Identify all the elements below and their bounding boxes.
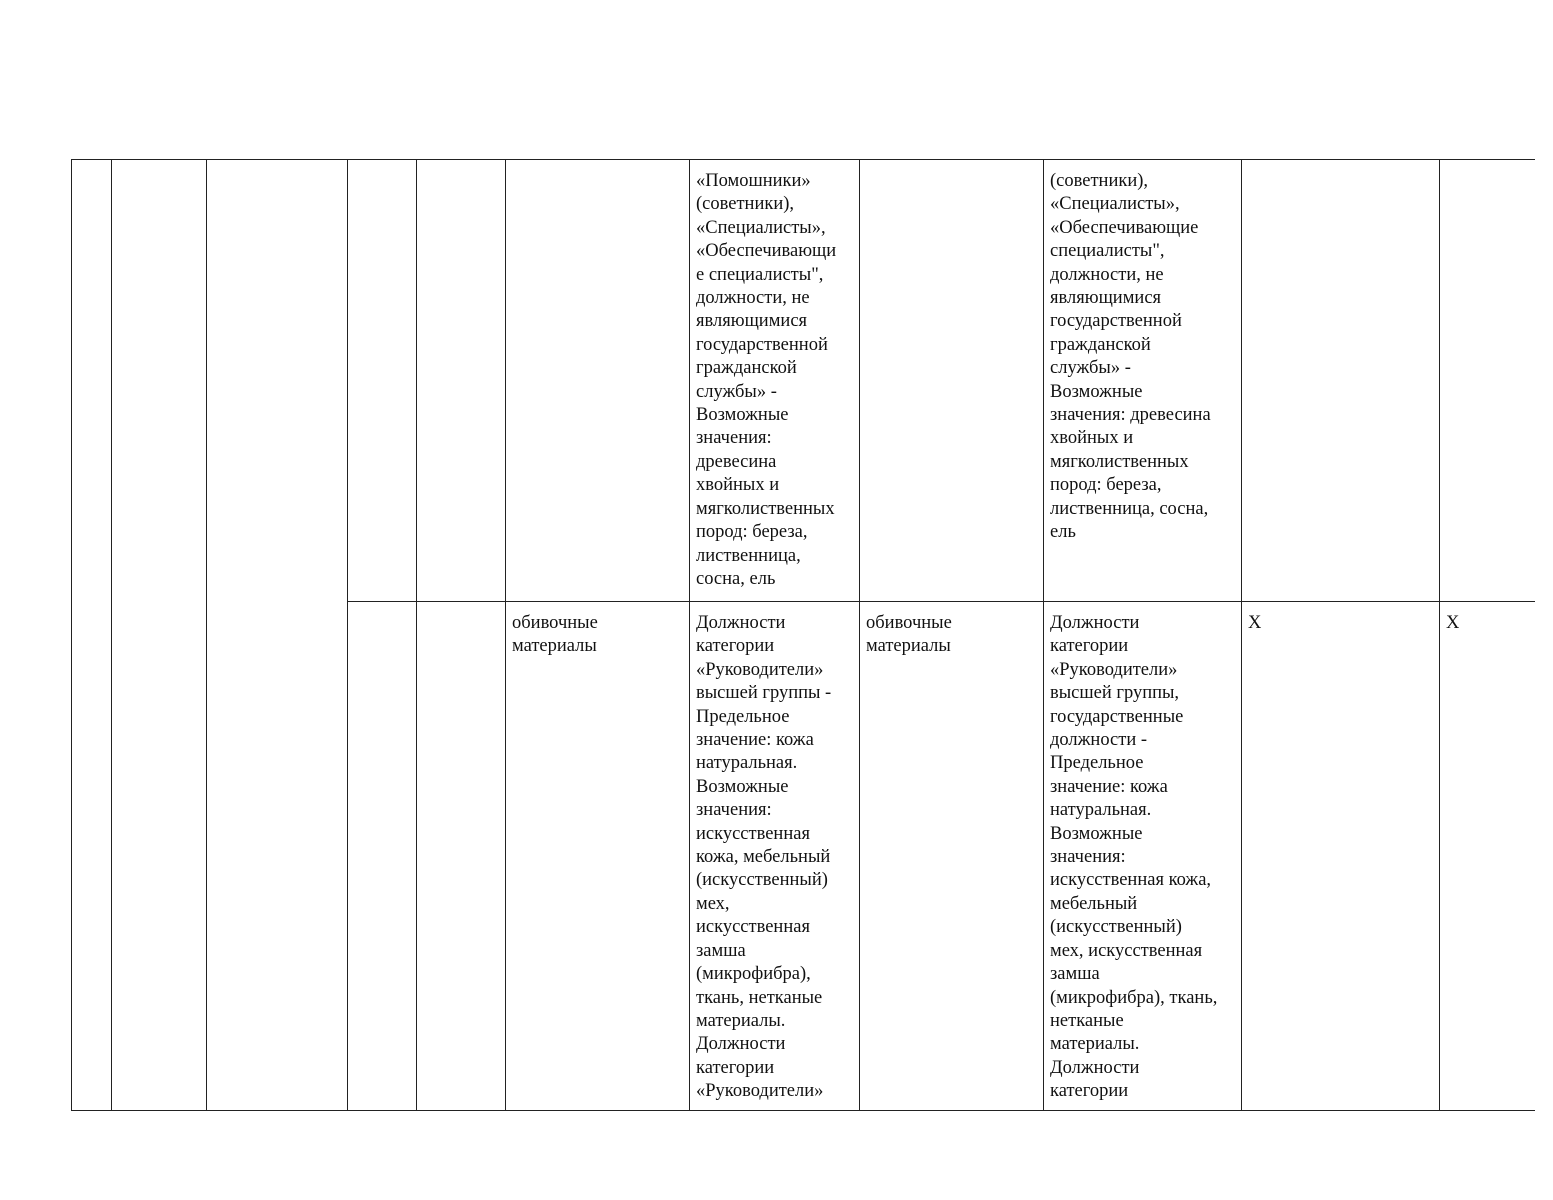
table-cell-col2 bbox=[112, 160, 207, 1111]
x-mark-cell: Х bbox=[1242, 602, 1440, 1111]
requirement-cell: Должности категории «Руководители» высшей группы, государственные должности - Предельное значение: кожа натуральная. Возможные значения: искусственная кожа, мебельный (искусственный) мех, искусственная замша (микрофибра), ткань, нетканые материалы. Должности категории bbox=[1044, 602, 1242, 1111]
table-cell-col5 bbox=[417, 602, 506, 1111]
table-cell-col1 bbox=[72, 160, 112, 1111]
requirement-cell: Должности категории «Руководители» высшей группы - Предельное значение: кожа натуральная. Возможные значения: искусственная кожа, мебельный (искусственный) мех, искусственная замша (микрофибра), ткань, нетканые материалы. Должности категории «Руководители» bbox=[690, 602, 860, 1111]
table-cell-col9: (советники), «Специалисты», «Обеспечивающие специалисты", должности, не являющимися государственной гражданской службы» - Возможные значения: древесина хвойных и мягколиственных пород: береза, лиственница, сосна, ель bbox=[1044, 160, 1242, 602]
table-cell-col4 bbox=[348, 602, 417, 1111]
material-name-cell: обивочные материалы bbox=[860, 602, 1044, 1111]
material-name-cell: обивочные материалы bbox=[506, 602, 690, 1111]
table-cell-col7: «Помошники» (советники), «Специалисты», «Обеспечивающи е специалисты", должности, не являющимися государственной гражданской службы» - Возможные значения: древесина хвойных и мягколиственных пород: береза, лиственница, сосна, ель bbox=[690, 160, 860, 602]
x-mark-cell: Х bbox=[1440, 602, 1535, 1111]
table-cell-col11 bbox=[1440, 160, 1535, 602]
table-cell-col4 bbox=[348, 160, 417, 602]
table-cell-col3 bbox=[207, 160, 348, 1111]
table-cell-col6 bbox=[506, 160, 690, 602]
table-cell-col5 bbox=[417, 160, 506, 602]
regulation-table bbox=[71, 159, 1535, 1111]
table-cell-col10 bbox=[1242, 160, 1440, 602]
table-cell-col8 bbox=[860, 160, 1044, 602]
table-row bbox=[72, 160, 1535, 602]
